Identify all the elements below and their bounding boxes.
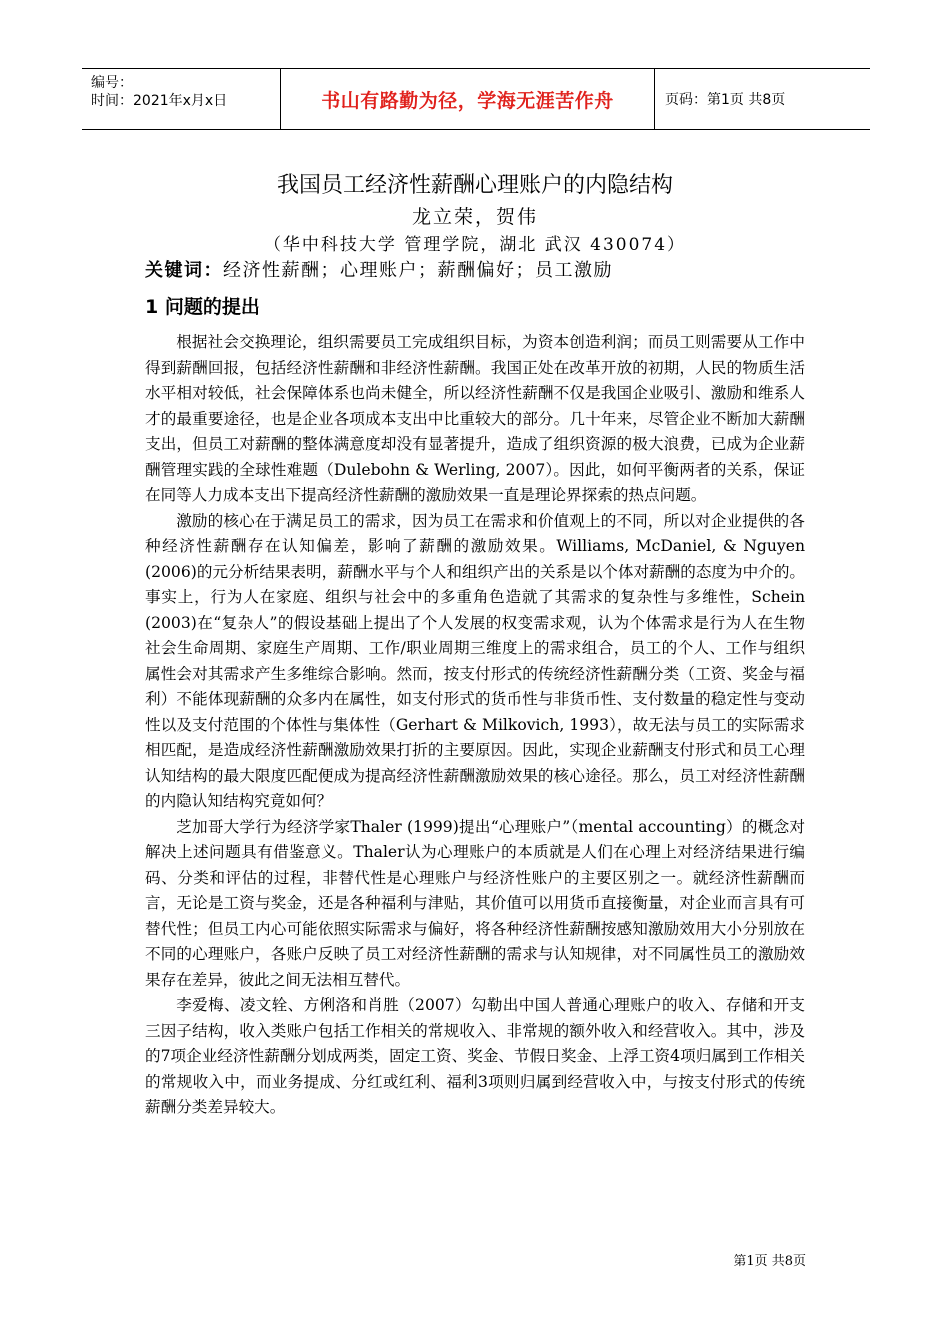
article-body <box>145 330 805 1121</box>
header-page-code: 页码：第1页 共8页 <box>665 92 786 108</box>
header-motto: 书山有路勤为径，学海无涯苦作舟 <box>321 89 614 112</box>
article-authors: 龙立荣，贺伟 <box>411 206 538 228</box>
article-affiliation: （华中科技大学 管理学院，湖北 武汉 430074） <box>263 235 687 255</box>
header-motto-cell <box>281 69 655 129</box>
body-paragraph-2: 激励的核心在于满足员工的需求，因为员工在需求和价值观上的不同，所以对企业提供的各种经济性薪酬存在认知偏差，影响了薪酬的激励效果。Williams, McDaniel, & Nguyen (2006)的元分析结果表明，薪酬水平与个人和组织产出的关系是以个体对薪酬的态度为中介的。事实上，行为人在家庭、组织与社会中的多重角色造就了其需求的复杂性与多维性，Schein (2003)在“复杂人”的假设基础上提出了个人发展的权变需求观，认为个体需求是行为人在生物社会生命周期、家庭生产周期、工作/职业周期三维度上的需求组合，员工的个人、工作与组织属性会对其需求产生多维综合影响。然而，按支付形式的传统经济性薪酬分类（工资、奖金与福利）不能体现薪酬的众多内在属性，如支付形式的货币性与非货币性、支付数量的稳定性与变动性以及支付范围的个体性与集体性（Gerhart & Milkovich, 1993），故无法与员工的实际需求相匹配，是造成经济性薪酬激励效果打折的主要原因。因此，实现企业薪酬支付形式和员工心理认知结构的最大限度匹配便成为提高经济性薪酬激励效果的核心途径。那么，员工对经济性薪酬的内隐认知结构究竟如何？ <box>145 511 806 810</box>
document-number-label: 编号： <box>91 75 133 91</box>
article-title: 我国员工经济性薪酬心理账户的内隐结构 <box>276 173 673 198</box>
document-time-label: 时间：2021年x月x日 <box>91 93 228 109</box>
body-paragraph-3: 芝加哥大学行为经济学家Thaler (1999)提出“心理账户”（mental accounting）的概念对解决上述问题具有借鉴意义。Thaler认为心理账户的本质就是人们在心理上对经济结果进行编码、分类和评估的过程，非替代性是心理账户与经济性账户的主要区别之一。就经济性薪酬而言，无论是工资与奖金，还是各种福利与津贴，其价值可以用货币直接衡量，对企业而言具有可替代性；但员工内心可能依照实际需求与偏好，将各种经济性薪酬按感知激励效用大小分别放在不同的心理账户，各账户反映了员工对经济性薪酬的需求与认知规律，对不同属性员工的激励效果存在差异，彼此之间无法相互替代。 <box>145 817 805 989</box>
header-table <box>82 68 870 130</box>
keywords-list: 经济性薪酬；心理账户；薪酬偏好；员工激励 <box>223 260 613 281</box>
body-paragraph-1: 根据社会交换理论，组织需要员工完成组织目标，为资本创造利润；而员工则需要从工作中得到薪酬回报，包括经济性薪酬和非经济性薪酬。我国正处在改革开放的初期，人民的物质生活水平相对较低，社会保障体系也尚未健全，所以经济性薪酬不仅是我国企业吸引、激励和维系人才的最重要途径，也是企业各项成本支出中比重较大的部分。几十年来，尽管企业不断加大薪酬支出，但员工对薪酬的整体满意度却没有显著提升，造成了组织资源的极大浪费，已成为企业薪酬管理实践的全球性难题（Dulebohn & Werling, 2007）。因此，如何平衡两者的关系，保证在同等人力成本支出下提高经济性薪酬的激励效果一直是理论界探索的热点问题。 <box>145 333 805 504</box>
keywords-line <box>145 256 613 282</box>
section-heading: 1 问题的提出 <box>145 296 260 318</box>
body-paragraph-4: 李爱梅、凌文辁、方俐洛和肖胜（2007）勾勒出中国人普通心理账户的收入、存储和开支三因子结构，收入类账户包括工作相关的常规收入、非常规的额外收入和经营收入。其中，涉及的7项企业经济性薪酬分划成两类，固定工资、奖金、节假日奖金、上浮工资4项归属到工作相关的常规收入中，而业务提成、分红或红利、福利3项则归属到经营收入中，与按支付形式的传统薪酬分类差异较大。 <box>145 996 805 1116</box>
header-page-cell <box>655 69 870 129</box>
keywords-label: 关键词： <box>145 260 223 281</box>
header-meta-cell <box>82 69 281 129</box>
page-footer: 第1页 共8页 <box>733 1254 806 1269</box>
